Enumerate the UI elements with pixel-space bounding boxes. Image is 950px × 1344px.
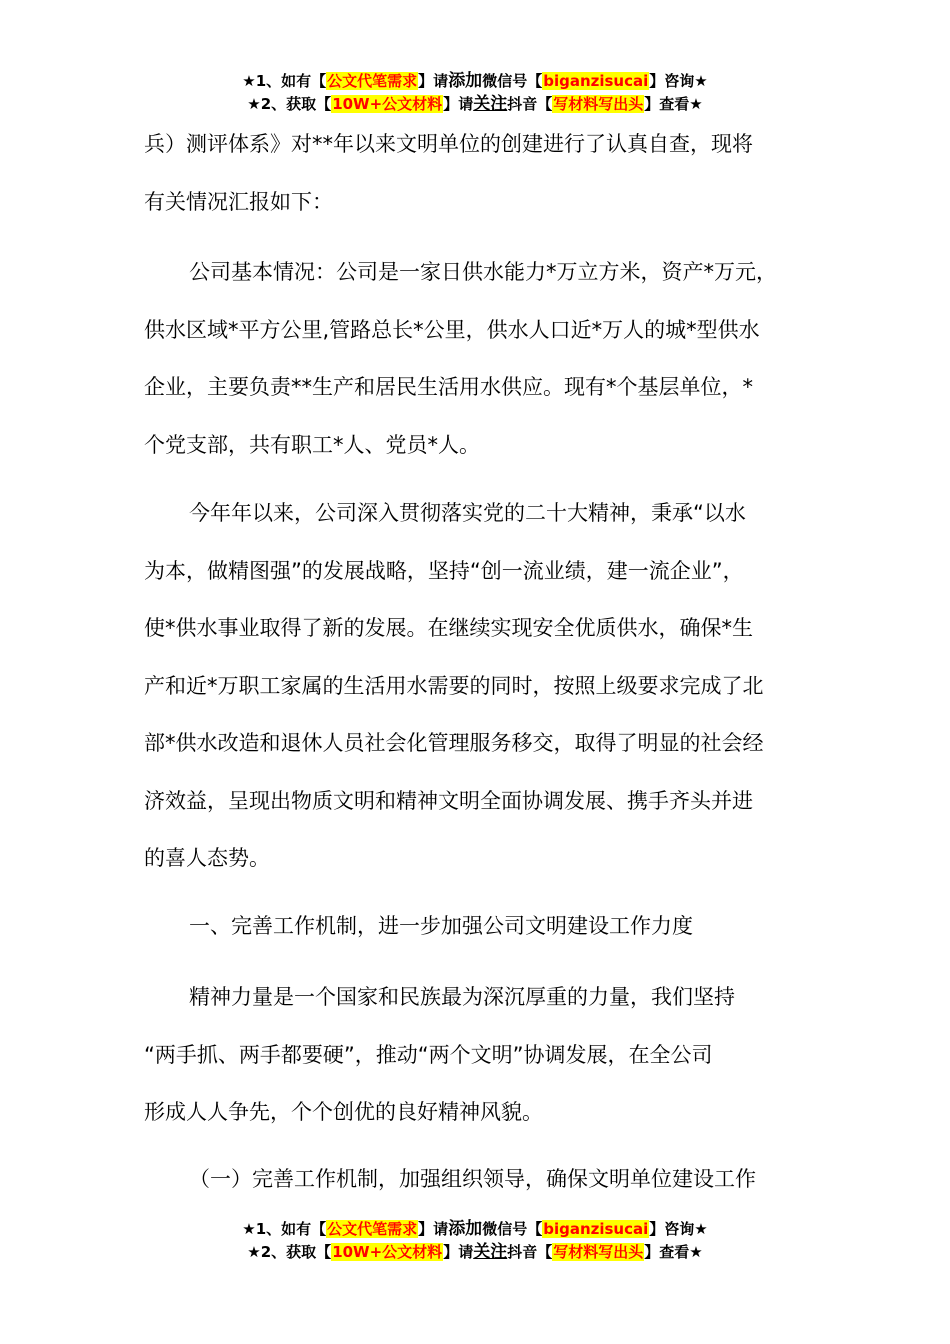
banner-text: ★2、获取【 bbox=[247, 95, 332, 113]
text-line: 有关情况汇报如下： bbox=[144, 189, 333, 214]
text-line: 供水区域*平方公里,管路总长*公里，供水人口近*万人的城*型供水 bbox=[144, 317, 760, 342]
highlight-service: 公文代笔需求 bbox=[327, 1220, 418, 1238]
banner-text: 微信号【 bbox=[482, 1220, 543, 1238]
highlight-wechat-id: biganzisucai bbox=[543, 1220, 649, 1238]
banner-text: 】请 bbox=[443, 1243, 474, 1261]
heading-text: 一、完善工作机制，进一步加强公司文明建设工作力度 bbox=[189, 914, 693, 938]
subsection-heading-1 bbox=[144, 1151, 834, 1209]
text-line: 兵）测评体系》对**年以来文明单位的创建进行了认真自查，现将 bbox=[144, 132, 753, 156]
paragraph-company-overview bbox=[144, 244, 834, 474]
banner-text: ★1、如有【 bbox=[242, 72, 327, 90]
highlight-douyin-id: 写材料写出头 bbox=[553, 1243, 644, 1261]
banner-line-2 bbox=[0, 93, 950, 116]
paragraph-spirit bbox=[144, 969, 834, 1142]
banner-text: 】请 bbox=[418, 1220, 449, 1238]
text-line: 公司基本情况：公司是一家日供水能力*万立方米，资产*万元， bbox=[189, 260, 777, 284]
banner-text: 】咨询★ bbox=[649, 72, 708, 90]
banner-line-2 bbox=[0, 1241, 950, 1264]
banner-text: ★1、如有【 bbox=[242, 1220, 327, 1238]
text-line: 为本，做精图强”的发展战略，坚持“创一流业绩，建一流企业”， bbox=[144, 558, 744, 583]
text-line: 产和近*万职工家属的生活用水需要的同时，按照上级要求完成了北 bbox=[144, 673, 764, 698]
highlight-douyin-id: 写材料写出头 bbox=[553, 95, 644, 113]
banner-text: 抖音【 bbox=[507, 95, 553, 113]
text-line: “两手抓、两手都要硬”，推动“两个文明”协调发展，在全公司 bbox=[144, 1042, 713, 1067]
text-line: 使*供水事业取得了新的发展。在继续实现安全优质供水，确保*生 bbox=[144, 616, 753, 640]
heading-text: （一）完善工作机制，加强组织领导，确保文明单位建设工作 bbox=[189, 1167, 756, 1191]
highlight-materials: 10W+公文材料 bbox=[332, 1243, 443, 1261]
banner-text: 】咨询★ bbox=[649, 1220, 708, 1238]
banner-emphasis: 添加 bbox=[448, 71, 483, 91]
paragraph-development bbox=[144, 485, 834, 888]
banner-text: ★2、获取【 bbox=[247, 1243, 332, 1261]
text-line: 形成人人争先，个个创优的良好精神风貌。 bbox=[144, 1100, 543, 1124]
text-line: 部*供水改造和退休人员社会化管理服务移交，取得了明显的社会经 bbox=[144, 731, 764, 755]
footer-banner bbox=[0, 1218, 950, 1264]
text-line: 济效益，呈现出物质文明和精神文明全面协调发展、携手齐头并进 bbox=[144, 788, 753, 813]
banner-text: 】查看★ bbox=[644, 1243, 703, 1261]
banner-text: 抖音【 bbox=[507, 1243, 553, 1261]
highlight-service: 公文代笔需求 bbox=[327, 72, 418, 90]
text-line: 今年年以来，公司深入贯彻落实党的二十大精神，秉承“以水 bbox=[189, 501, 746, 525]
text-line: 的喜人态势。 bbox=[144, 846, 270, 870]
text-line: 个党支部，共有职工*人、党员*人。 bbox=[144, 432, 480, 457]
highlight-materials: 10W+公文材料 bbox=[332, 95, 443, 113]
banner-text: 】请 bbox=[418, 72, 449, 90]
text-line: 精神力量是一个国家和民族最为深沉厚重的力量，我们坚持 bbox=[189, 985, 735, 1009]
banner-text: 微信号【 bbox=[482, 72, 543, 90]
document-body bbox=[144, 116, 834, 231]
header-banner bbox=[0, 70, 950, 116]
banner-emphasis: 添加 bbox=[448, 1219, 483, 1239]
highlight-wechat-id: biganzisucai bbox=[543, 72, 649, 90]
banner-emphasis: 关注 bbox=[473, 1242, 508, 1262]
banner-emphasis: 关注 bbox=[473, 94, 508, 114]
banner-text: 】请 bbox=[443, 95, 474, 113]
banner-line-1 bbox=[0, 1218, 950, 1241]
text-line: 企业，主要负责**生产和居民生活用水供应。现有*个基层单位，* bbox=[144, 375, 753, 399]
section-heading-1 bbox=[144, 898, 834, 956]
banner-text: 】查看★ bbox=[644, 95, 703, 113]
banner-line-1 bbox=[0, 70, 950, 93]
